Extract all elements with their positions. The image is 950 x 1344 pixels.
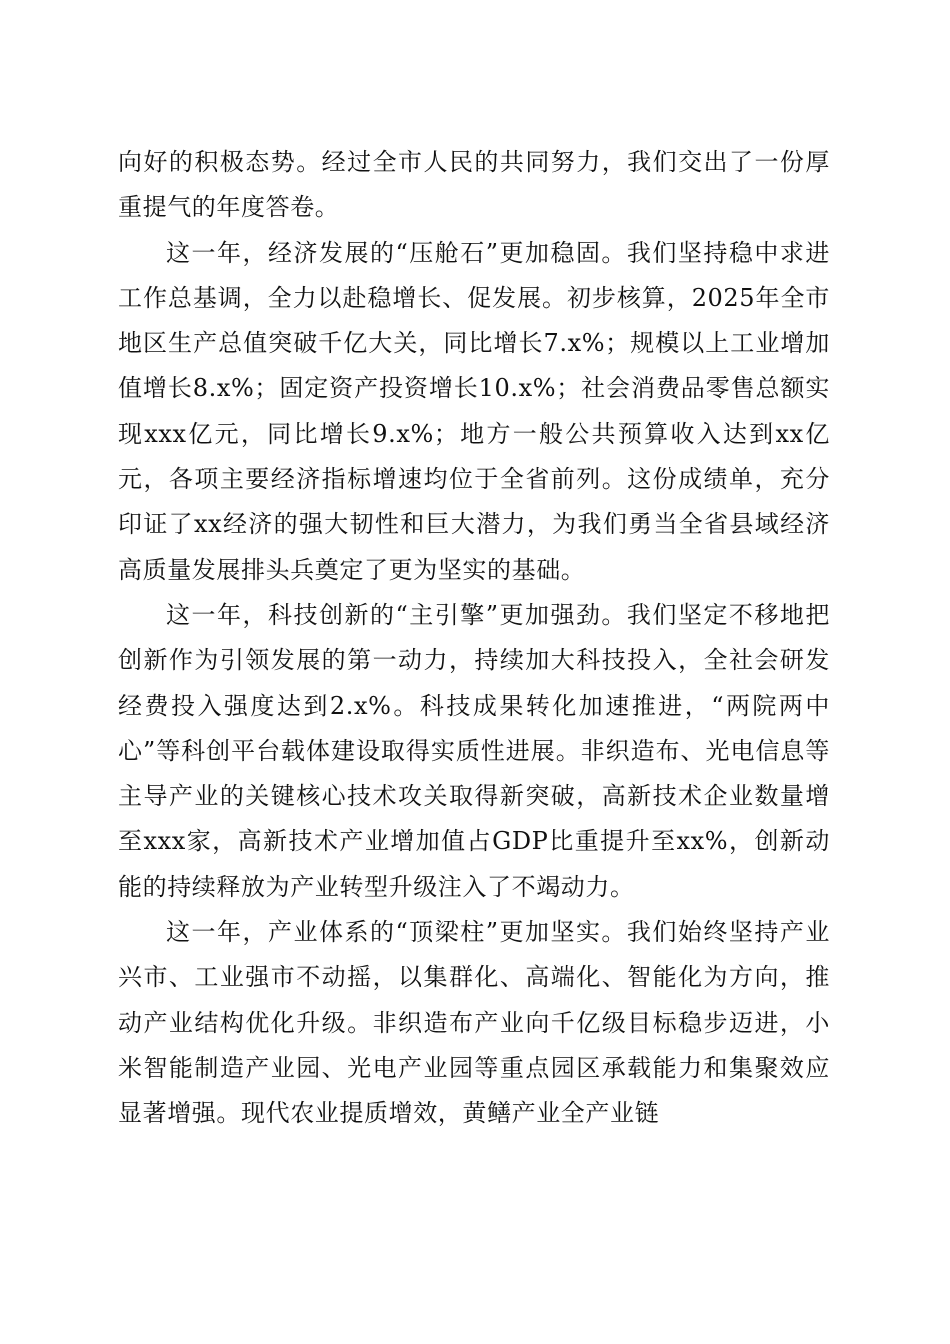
paragraph-industry: 这一年，产业体系的“顶梁柱”更加坚实。我们始终坚持产业兴市、工业强市不动摇，以集群化、高端化、智能化为方向，推动产业结构优化升级。非织造布产业向千亿级目标稳步迈进，小米智能制造产业园、光电产业园等重点园区承载能力和集聚效应显著增强。现代农业提质增效，黄鳝产业全产业链 bbox=[118, 918, 830, 1128]
paragraph-continuation: 向好的积极态势。经过全市人民的共同努力，我们交出了一份厚重提气的年度答卷。 bbox=[118, 148, 830, 222]
paragraph-economy: 这一年，经济发展的“压舱石”更加稳固。我们坚持稳中求进工作总基调，全力以赴稳增长、促发展。初步核算，2025年全市地区生产总值突破千亿大关，同比增长7.x%；规模以上工业增加值增长8.x%；固定资产投资增长10.x%；社会消费品零售总额实现xxx亿元，同比增长9.x%；地方一般公共预算收入达到xx亿元，各项主要经济指标增速均位于全省前列。这份成绩单，充分印证了xx经济的强大韧性和巨大潜力，为我们勇当全省县域经济高质量发展排头兵奠定了更为坚实的基础。 bbox=[118, 238, 830, 584]
body-text bbox=[118, 140, 830, 1137]
paragraph-innovation: 这一年，科技创新的“主引擎”更加强劲。我们坚定不移地把创新作为引领发展的第一动力，持续加大科技投入，全社会研发经费投入强度达到2.x%。科技成果转化加速推进，“两院两中心”等科创平台载体建设取得实质性进展。非织造布、光电信息等主导产业的关键核心技术攻关取得新突破，高新技术企业数量增至xxx家，高新技术产业增加值占GDP比重提升至xx%，创新动能的持续释放为产业转型升级注入了不竭动力。 bbox=[118, 600, 830, 901]
